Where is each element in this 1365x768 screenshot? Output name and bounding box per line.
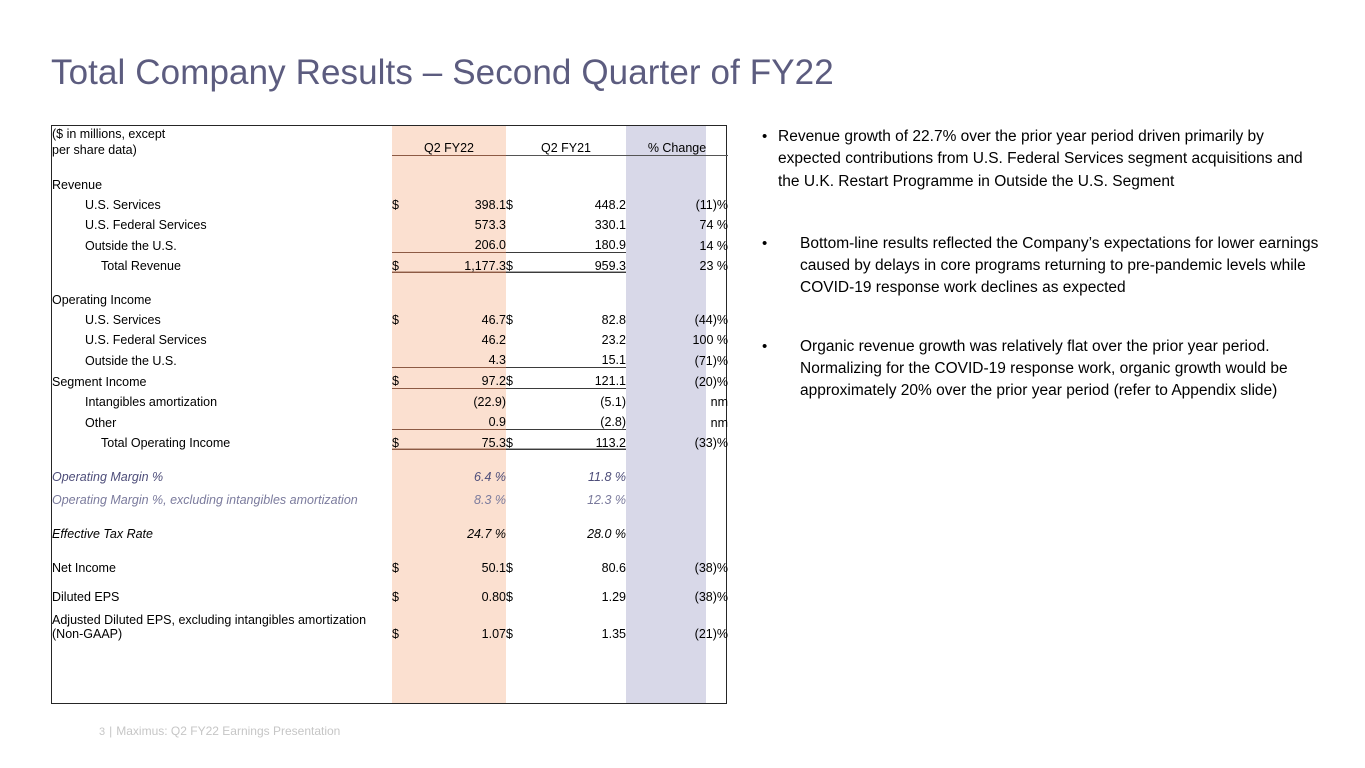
table-row: U.S. Federal Services 573.3 330.1 74 %: [85, 218, 728, 232]
spacer: [52, 507, 728, 521]
spacer: [52, 575, 728, 584]
spacer: [762, 300, 1322, 336]
page-title: Total Company Results – Second Quarter of FY22: [51, 53, 834, 92]
table-row: U.S. Services $ 46.7 $ 82.8 (44)%: [85, 313, 728, 327]
table-row: Operating Income: [52, 293, 152, 307]
table-row: Other 0.9 (2.8) nm: [85, 415, 728, 430]
table-header-row: [52, 126, 728, 156]
table-row: Intangibles amortization (22.9) (5.1) nm: [85, 395, 728, 409]
spacer: [52, 604, 728, 613]
spacer: [52, 484, 728, 493]
table-row-operating-margin: Operating Margin % 6.4 % 11.8 %: [52, 470, 626, 484]
bullet-marker-icon: •: [762, 337, 768, 355]
list-item: [762, 336, 1322, 403]
slide-footer: [99, 724, 340, 738]
table-row: U.S. Services $ 398.1 $ 448.2 (11)%: [85, 198, 728, 212]
list-item-text: Revenue growth of 22.7% over the prior year period driven primarily by expected contributions from U.S. Federal Services segment acquisitions and the U.K. Restart Programme in Outside the U.S. Segment: [778, 128, 1303, 190]
table-row-subtotal: Segment Income $ 97.2 $ 121.1 (20)%: [52, 368, 728, 389]
spacer: [762, 193, 1322, 233]
table-row-effective-tax-rate: Effective Tax Rate 24.7 % 28.0 %: [52, 527, 626, 541]
table-units-label: ($ in millions, except per share data): [52, 127, 166, 157]
table-row-total: Total Operating Income $ 75.3 $ 113.2 (33)%: [52, 430, 728, 451]
table-row-diluted-eps: Diluted EPS $ 0.80 $ 1.29 (38)%: [52, 590, 728, 604]
spacer: [52, 273, 728, 287]
spacer: [52, 158, 728, 172]
table-row: Outside the U.S. 206.0 180.9 14 %: [85, 238, 728, 253]
list-item-text: Bottom-line results reflected the Company’s expectations for lower earnings caused by delays in core programs returning to pre-pandemic levels while COVID-19 response work declines as expected: [800, 234, 1319, 297]
spacer: [52, 641, 728, 655]
spacer: [52, 450, 728, 464]
table-row: Outside the U.S. 4.3 15.1 (71)%: [85, 353, 728, 368]
bullet-marker-icon: •: [762, 234, 768, 252]
table-row-net-income: Net Income $ 50.1 $ 80.6 (38)%: [52, 561, 728, 575]
table-row-operating-margin-ex-intangibles: Operating Margin %, excluding intangibles amortization 8.3 % 12.3 %: [52, 493, 626, 507]
footer-text: Maximus: Q2 FY22 Earnings Presentation: [116, 724, 341, 738]
table-row-total: Total Revenue $ 1,177.3 $ 959.3 23 %: [52, 253, 728, 274]
list-item: [762, 126, 1322, 193]
column-header-change: % Change: [647, 141, 707, 155]
table-row: U.S. Federal Services 46.2 23.2 100 %: [85, 333, 728, 347]
list-item: [762, 233, 1322, 300]
highlights-bullet-list: [762, 126, 1322, 403]
page-number: 3: [99, 726, 106, 738]
column-header-fy21: Q2 FY21: [540, 141, 592, 155]
footer-separator: |: [109, 724, 113, 738]
column-header-fy22: Q2 FY22: [423, 141, 475, 155]
bullet-marker-icon: •: [762, 128, 768, 145]
spacer: [52, 541, 728, 555]
financial-table-panel: [51, 125, 727, 704]
table-row: Revenue: [52, 178, 103, 192]
financial-results-table: [52, 126, 728, 655]
list-item-text: Organic revenue growth was relatively flat over the prior year period. Normalizing for the COVID-19 response work, organic growth would be approximately 20% over the prior year period (refer to Appendix slide): [800, 337, 1288, 400]
table-row-adjusted-diluted-eps: Adjusted Diluted EPS, excluding intangibles amortization (Non-GAAP) $ 1.07 $ 1.35 (21)%: [52, 613, 728, 641]
